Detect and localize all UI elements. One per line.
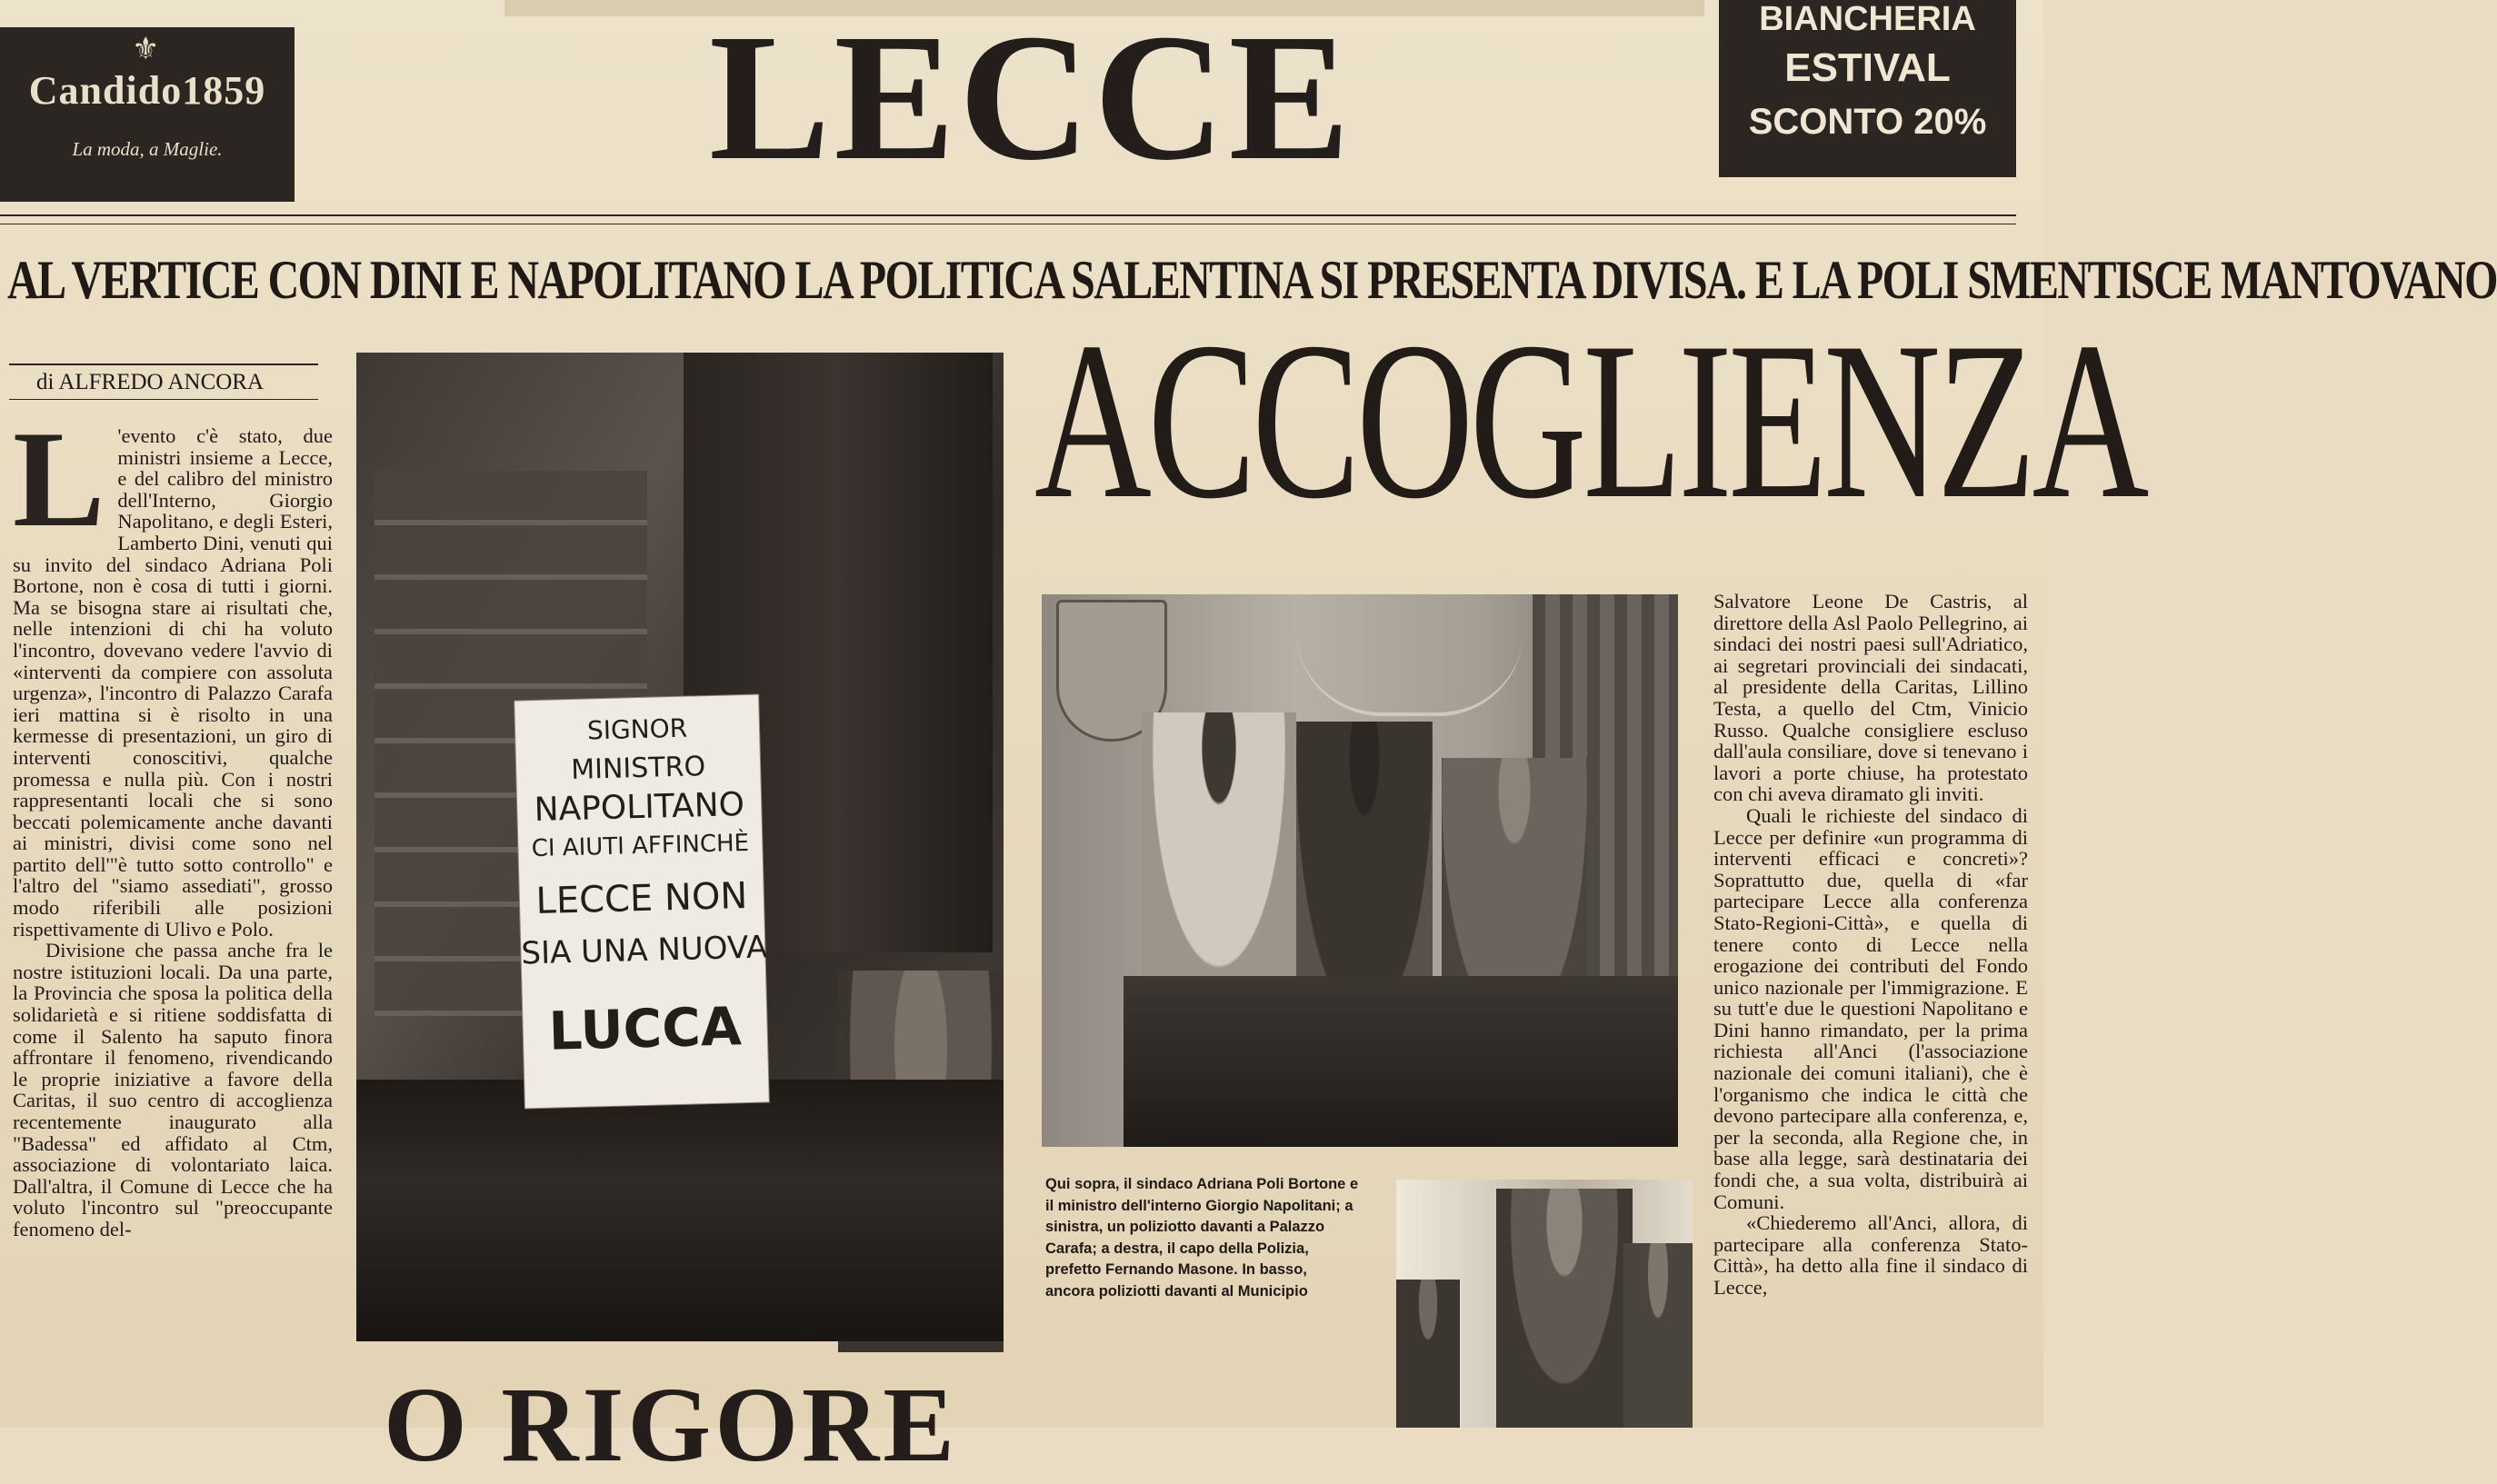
photo-car xyxy=(356,1080,1004,1341)
sign-line: SIA UNA NUOVA xyxy=(520,929,768,972)
article-column-3 xyxy=(1713,591,2028,1428)
photo-person-prefect xyxy=(1496,1189,1633,1428)
ad-line-1: BIANCHERIA xyxy=(1759,0,1976,38)
sign-line: CI AIUTI AFFINCHÈ xyxy=(531,829,750,863)
article-paragraph: Quali le richieste del sindaco di Lecce per definire «un programma di interventi efficaci e concreti»? Soprattutto due, quella di «far partecipare Lecce alla conferenza Stato-Regioni-Città», e quella di tenere conto di Lecce nella erogazione dei contributi del Fondo unico nazionale per l'immigrazione. E su tutt'e due le questioni Napolitano e Dini hanno rimandato, per la prima richiesta all'Anci (l'associazione nazionale dei comuni italiani), che è l'organismo che indica le città che devono partecipare alla conferenza, e, per la seconda, alla Regione che, in base alla legge, sarà destinataria dei fondi che, a sua volta, distribuirà ai Comuni. xyxy=(1713,803,2028,1213)
sign-line: LECCE NON xyxy=(534,874,748,923)
sign-line: SIGNOR xyxy=(586,712,688,746)
masthead-title: LECCE xyxy=(709,0,1354,198)
ad-line-3: SCONTO 20% xyxy=(1748,102,1987,142)
main-headline: ACCOGLIENZA xyxy=(1034,295,2146,545)
article-paragraph: «Chiederemo all'Anci, allora, di partecipare alla conferenza Stato-Città», ha detto alla fine il sindaco di Lecce, xyxy=(1713,1211,2028,1299)
ad-line-2: ESTIVAL xyxy=(1784,45,1951,90)
dropcap: L xyxy=(13,403,105,555)
kicker-headline: AL VERTICE CON DINI E NAPOLITANO LA POLITICA SALENTINA SI PRESENTA DIVISA. E LA POLI SMENTISCE MANTOVANO xyxy=(7,250,2497,310)
photo-person-mayor xyxy=(1142,712,1296,1003)
photo-council-meeting xyxy=(1042,594,1678,1147)
photo-police-chief xyxy=(1396,1180,1693,1428)
photo-desk xyxy=(1124,976,1678,1147)
article-column-1 xyxy=(13,403,333,1428)
article-paragraph: Divisione che passa anche fra le nostre istituzioni locali. Da una parte, la Provincia che sposa la politica della solidarietà e si ritiene soddisfatta di come il Salento ha saputo finora affrontare il fenomeno, rivendicando le proprie iniziative a favore della Caritas, il suo centro di accoglienza recentemente inaugurato alla "Badessa" ed affidato al Ctm, associazione di volontariato laica. Dall'altra, il Comune di Lecce che ha voluto l'incontro sul "preoccupante fenomeno del- xyxy=(13,939,333,1240)
bottom-headline: O RIGORE xyxy=(384,1365,958,1484)
fleur-de-lis-icon: ⚜ xyxy=(132,33,160,66)
sign-line: LUCCA xyxy=(547,995,743,1062)
ad-brand: Candido1859 xyxy=(28,68,266,113)
candido-ad xyxy=(0,27,295,202)
article-paragraph: Salvatore Leone De Castris, al direttore della Asl Paolo Pellegrino, ai sindaci dei nostri paesi sull'Adriatico, ai segretari provinciali dei sindacati, al presidente della Caritas, Lillino Testa, a quello del Ctm, Vinicio Russo. Qualche consigliere escluso dall'aula consiliare, dove si tenevano i lavori a porte chiuse, ha protestato con chi aveva diramato gli inviti. xyxy=(1713,590,2028,806)
photo-chandelier xyxy=(1296,631,1523,716)
ad-tagline: La moda, a Maglie. xyxy=(72,138,223,160)
article-paragraph: 'evento c'è stato, due ministri insieme a Lecce, e del calibro del ministro dell'Interno, Giorgio Napolitano, e degli Esteri, Lamberto Dini, venuti qui su invito del sindaco Adriana Poli Bortone, non è cosa di tutti i giorni. Ma se bisogna stare ai risultati che, nelle intenzioni di chi ha voluto l'incontro, dovevano vedere l'avvio di «interventi da compiere con assoluta urgenza», l'incontro di Palazzo Carafa ieri mattina si è risolto in una kermesse di presentazioni, un giro di interventi conoscitivi, qualche promessa e nulla più. Con i nostri rappresentanti locali che si sono beccati polemicamente anche davanti ai ministri, divisi come sono nel partito dell'"è tutto sotto controllo" e l'altro del "siamo assediati", grosso modo riferibili alle posizioni rispettivamente di Ulivo e Polo. xyxy=(13,424,333,941)
masthead-rule xyxy=(0,214,2016,216)
biancheria-ad xyxy=(1719,0,2016,177)
photo-person-right xyxy=(1623,1243,1693,1428)
photo-person-left xyxy=(1396,1280,1460,1428)
sign-line: MINISTRO xyxy=(570,751,706,786)
sign-line: NAPOLITANO xyxy=(534,786,745,830)
photo-caption: Qui sopra, il sindaco Adriana Poli Bortone e il ministro dell'interno Giorgio Napolitani; a sinistra, un poliziotto davanti a Palazzo Carafa; a destra, il capo della Polizia, prefetto Fernando Masone. In basso, ancora poliziotti davanti al Municipio xyxy=(1045,1176,1359,1300)
protest-sign xyxy=(514,695,769,1109)
byline: di ALFREDO ANCORA xyxy=(9,364,318,400)
